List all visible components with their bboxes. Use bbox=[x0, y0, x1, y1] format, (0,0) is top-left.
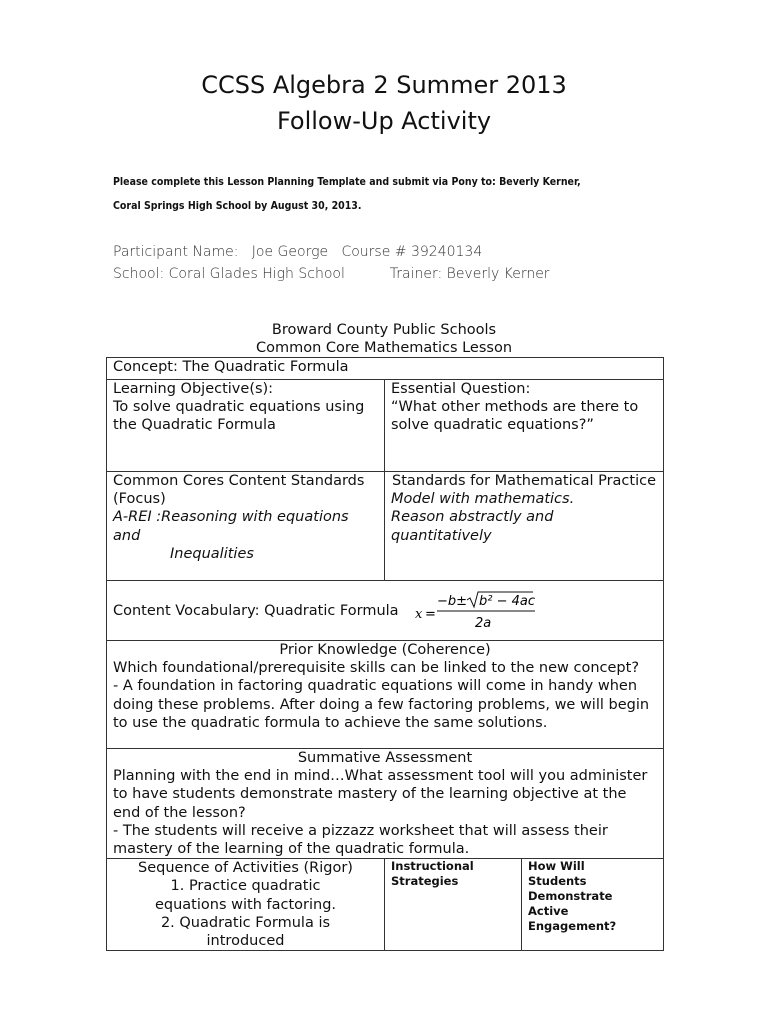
org-name: Broward County Public Schools bbox=[271, 322, 497, 338]
active-engagement-cell bbox=[522, 859, 664, 951]
course-label: Course # bbox=[341, 244, 407, 260]
school-name: Coral Glades High School bbox=[168, 266, 345, 282]
instructional-strategies-heading: Instructional Strategies bbox=[391, 859, 474, 889]
lesson-plan-table bbox=[106, 357, 664, 951]
practice-standards-label: Standards for Mathematical Practice bbox=[392, 473, 657, 489]
course-number: 39240134 bbox=[410, 244, 483, 260]
quadratic-formula bbox=[413, 591, 543, 631]
prior-knowledge-heading: Prior Knowledge (Coherence) bbox=[279, 642, 491, 658]
vocabulary-label: Content Vocabulary: Quadratic Formula bbox=[113, 602, 399, 619]
participant-name: Joe George bbox=[251, 244, 329, 260]
learning-objective-text: To solve quadratic equations using the Quadratic Formula bbox=[113, 399, 365, 434]
instructions-line-1: Please complete this Lesson Planning Template and submit via Pony to: Beverly Kerner, bbox=[113, 176, 581, 188]
trainer-label: Trainer: bbox=[389, 266, 443, 282]
active-engagement-heading: How Will Students Demonstrate Active Engagement? bbox=[528, 859, 617, 934]
prior-knowledge-cell bbox=[107, 641, 664, 749]
activity-item: 2. Quadratic Formula is introduced bbox=[160, 914, 331, 950]
school-info bbox=[113, 266, 550, 282]
document-title-line-2: Follow-Up Activity bbox=[276, 107, 492, 135]
practice-standards-line-2: Reason abstractly and quantitatively bbox=[391, 509, 554, 544]
lesson-title: Common Core Mathematics Lesson bbox=[255, 340, 513, 356]
summative-assessment-question: Planning with the end in mind…What assessment tool will you administer to have students demonstrate mastery of the learning objective at the end of the lesson? bbox=[113, 768, 648, 821]
prior-knowledge-question: Which foundational/prerequisite skills can be linked to the new concept? bbox=[113, 660, 640, 677]
participant-label: Participant Name: bbox=[113, 244, 239, 260]
instructional-strategies-cell bbox=[385, 859, 522, 951]
document-title-line-1: CCSS Algebra 2 Summer 2013 bbox=[201, 71, 567, 99]
sequence-of-activities-heading: Sequence of Activities (Rigor) bbox=[138, 860, 353, 877]
sequence-of-activities-cell bbox=[107, 859, 385, 951]
summative-assessment-answer: - The students will receive a pizzazz worksheet that will assess their mastery of the learning of the quadratic formula. bbox=[113, 822, 608, 858]
learning-objective-label: Learning Objective(s): bbox=[113, 381, 274, 397]
formula-equals: = bbox=[425, 606, 437, 622]
essential-question-label: Essential Question: bbox=[391, 381, 531, 397]
practice-standards-line-1: Model with mathematics. bbox=[391, 491, 575, 508]
school-label: School: bbox=[113, 266, 165, 282]
formula-radicand: b² − 4ac bbox=[479, 593, 536, 609]
summative-assessment-heading: Summative Assessment bbox=[297, 750, 473, 766]
activity-item: 1. Practice quadratic equations with factoring. bbox=[154, 878, 337, 913]
content-standards-cell bbox=[107, 472, 385, 581]
prior-knowledge-answer: - A foundation in factoring quadratic equations will come in handy when doing these problems. After doing a few factoring problems, we will begin to use the quadratic formula to achieve the same solutions. bbox=[113, 678, 650, 731]
formula-x: x bbox=[415, 606, 423, 622]
learning-objective-cell bbox=[107, 380, 385, 472]
content-standards-label: Common Cores Content Standards (Focus) bbox=[113, 473, 365, 508]
content-standards-line-1: A-REI :Reasoning with equations and bbox=[113, 509, 349, 544]
instructions-line-2: Coral Springs High School by August 30, 2013. bbox=[113, 200, 362, 212]
vocabulary-cell bbox=[107, 581, 664, 641]
participant-info bbox=[113, 244, 482, 260]
quadratic-formula-graphic bbox=[413, 591, 543, 631]
formula-neg-b: −b± bbox=[437, 593, 468, 609]
practice-standards-cell bbox=[385, 472, 664, 581]
concept-cell: Concept: The Quadratic Formula bbox=[107, 358, 664, 380]
formula-denominator: 2a bbox=[475, 615, 492, 631]
content-standards-line-2: Inequalities bbox=[170, 545, 254, 562]
essential-question-cell bbox=[385, 380, 664, 472]
essential-question-text: “What other methods are there to solve quadratic equations?” bbox=[391, 399, 639, 434]
summative-assessment-cell bbox=[107, 749, 664, 859]
trainer-name: Beverly Kerner bbox=[446, 266, 550, 282]
